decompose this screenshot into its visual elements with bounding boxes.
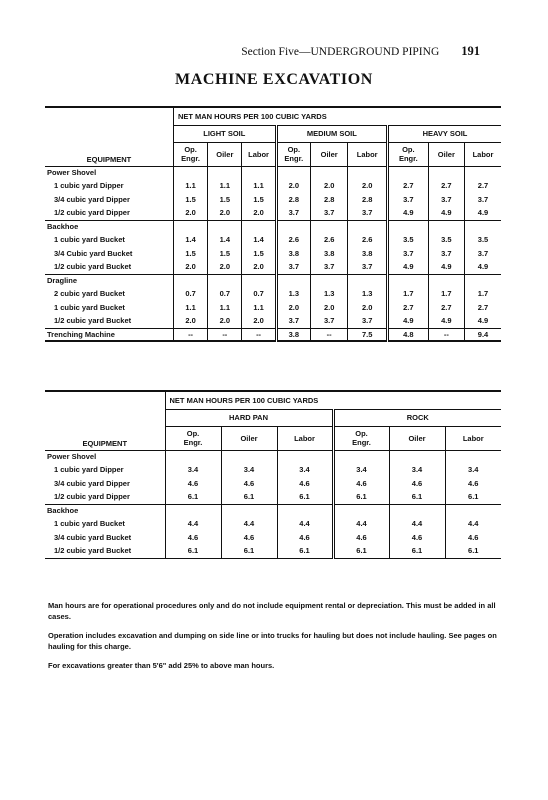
equipment-label: 1/2 cubic yard Bucket [54, 546, 132, 556]
table-row [45, 328, 501, 341]
empty-cell [208, 220, 242, 232]
man-hours-value: 1.3 [348, 286, 388, 300]
man-hours-value: 3.8 [276, 328, 310, 341]
man-hours-value: 1.1 [208, 300, 242, 314]
man-hours-value: 1.1 [208, 178, 242, 192]
table-row [45, 286, 501, 300]
empty-cell [277, 450, 333, 462]
man-hours-value: 4.6 [389, 476, 445, 490]
equipment-group-name: Power Shovel [47, 167, 97, 177]
group-row [45, 450, 501, 462]
col-op-engr: Op. Engr. [333, 426, 389, 450]
empty-cell [276, 166, 310, 178]
man-hours-value: 2.0 [310, 178, 347, 192]
empty-cell [389, 450, 445, 462]
man-hours-value: 2.0 [173, 260, 207, 274]
note-operation: Operation includes excavation and dumping on side line or into trucks for hauling but does not include hauling. See pages on hauling for this charge. [48, 631, 497, 651]
empty-cell [277, 504, 333, 516]
empty-cell [242, 220, 276, 232]
equipment-label: 1 cubic yard Dipper [54, 180, 124, 190]
empty-cell [333, 504, 389, 516]
man-hours-value: 4.4 [165, 516, 221, 530]
equipment-label: 1/2 cubic yard Bucket [54, 316, 132, 326]
man-hours-value: 4.9 [428, 314, 464, 328]
man-hours-value: 3.4 [221, 462, 277, 476]
man-hours-value: 2.0 [242, 206, 276, 220]
man-hours-value: 1.1 [173, 300, 207, 314]
man-hours-value: 4.8 [387, 328, 428, 341]
empty-cell [208, 166, 242, 178]
man-hours-value: 4.4 [445, 516, 501, 530]
empty-cell [348, 220, 388, 232]
equipment-header: EQUIPMENT [86, 154, 132, 164]
equipment-label: 1/2 cubic yard Dipper [54, 492, 130, 502]
man-hours-value: 2.8 [348, 192, 388, 206]
man-hours-value: 2.6 [276, 232, 310, 246]
empty-cell [221, 504, 277, 516]
soil-group-rock: ROCK [333, 409, 501, 426]
man-hours-value: 3.7 [310, 260, 347, 274]
man-hours-value: 1.7 [465, 286, 501, 300]
man-hours-value: 4.9 [465, 314, 501, 328]
empty-cell [208, 274, 242, 286]
man-hours-value: 4.6 [277, 476, 333, 490]
table-row [45, 476, 501, 490]
man-hours-value: 4.9 [428, 206, 464, 220]
man-hours-value: 6.1 [165, 544, 221, 558]
table-row [45, 314, 501, 328]
man-hours-value: 3.7 [276, 260, 310, 274]
man-hours-value: 3.8 [348, 246, 388, 260]
man-hours-value: 3.5 [428, 232, 464, 246]
table-row [45, 246, 501, 260]
equipment-label: 3/4 cubic yard Bucket [54, 532, 132, 542]
man-hours-value: 2.0 [348, 178, 388, 192]
col-labor: Labor [277, 426, 333, 450]
equipment-label: 1 cubic yard Bucket [54, 302, 125, 312]
man-hours-value: 4.4 [389, 516, 445, 530]
group-row [45, 220, 501, 232]
equipment-label: Trenching Machine [47, 329, 115, 339]
man-hours-value: 2.0 [348, 300, 388, 314]
man-hours-value: 1.4 [173, 232, 207, 246]
man-hours-value: 6.1 [389, 544, 445, 558]
table-row [45, 232, 501, 246]
man-hours-value: 4.6 [445, 476, 501, 490]
man-hours-value: 3.4 [445, 462, 501, 476]
man-hours-value: 4.4 [333, 516, 389, 530]
empty-cell [348, 274, 388, 286]
man-hours-value: 3.7 [387, 246, 428, 260]
note-excavation-depth: For excavations greater than 5'6" add 25% to above man hours. [48, 661, 275, 670]
man-hours-value: 3.7 [276, 206, 310, 220]
equipment-label: 2 cubic yard Bucket [54, 288, 125, 298]
man-hours-value: 4.6 [445, 530, 501, 544]
col-oiler: Oiler [310, 142, 347, 166]
man-hours-value: 6.1 [277, 490, 333, 504]
empty-cell [465, 274, 501, 286]
man-hours-value: 2.7 [465, 300, 501, 314]
empty-cell [333, 450, 389, 462]
man-hours-value: -- [310, 328, 347, 341]
man-hours-value: 4.9 [465, 260, 501, 274]
man-hours-value: 0.7 [208, 286, 242, 300]
man-hours-value: 3.7 [428, 246, 464, 260]
corner-cell [45, 409, 165, 426]
man-hours-value: 0.7 [242, 286, 276, 300]
empty-cell [445, 450, 501, 462]
man-hours-value: 1.7 [387, 286, 428, 300]
man-hours-value: 2.0 [173, 314, 207, 328]
table-row [45, 300, 501, 314]
man-hours-value: 3.7 [276, 314, 310, 328]
man-hours-value: 4.4 [221, 516, 277, 530]
empty-cell [276, 220, 310, 232]
man-hours-value: 1.1 [173, 178, 207, 192]
man-hours-value: 2.0 [242, 314, 276, 328]
man-hours-value: 1.5 [242, 246, 276, 260]
man-hours-value: 1.1 [242, 300, 276, 314]
man-hours-value: 3.5 [465, 232, 501, 246]
section-title: Section Five—UNDERGROUND PIPING [241, 46, 440, 58]
man-hours-value: 4.9 [387, 314, 428, 328]
man-hours-value: 1.7 [428, 286, 464, 300]
man-hours-value: 1.3 [310, 286, 347, 300]
col-oiler: Oiler [208, 142, 242, 166]
empty-cell [221, 450, 277, 462]
man-hours-value: 3.7 [465, 246, 501, 260]
man-hours-value: 4.4 [277, 516, 333, 530]
soil-group-hard-pan: HARD PAN [165, 409, 333, 426]
man-hours-value: 1.5 [208, 192, 242, 206]
equipment-group-name: Power Shovel [47, 451, 97, 461]
table-row [45, 462, 501, 476]
empty-cell [348, 166, 388, 178]
soil-group-heavy: HEAVY SOIL [387, 125, 501, 142]
man-hours-value: 2.8 [276, 192, 310, 206]
empty-cell [445, 504, 501, 516]
man-hours-value: 2.6 [310, 232, 347, 246]
col-labor: Labor [465, 142, 501, 166]
man-hours-value: 2.0 [242, 260, 276, 274]
empty-cell [173, 220, 207, 232]
equipment-label: 3/4 Cubic yard Bucket [54, 248, 133, 258]
man-hours-value: 3.5 [387, 232, 428, 246]
man-hours-value: 1.5 [208, 246, 242, 260]
empty-cell [428, 166, 464, 178]
man-hours-value: 4.6 [389, 530, 445, 544]
col-oiler: Oiler [221, 426, 277, 450]
man-hours-value: 3.7 [310, 206, 347, 220]
corner-cell [45, 391, 165, 409]
man-hours-value: -- [173, 328, 207, 341]
empty-cell [310, 166, 347, 178]
man-hours-value: 2.0 [276, 178, 310, 192]
man-hours-value: 3.7 [465, 192, 501, 206]
col-labor: Labor [242, 142, 276, 166]
empty-cell [389, 504, 445, 516]
man-hours-value: 6.1 [333, 544, 389, 558]
man-hours-value: 6.1 [221, 490, 277, 504]
man-hours-value: 3.7 [348, 260, 388, 274]
man-hours-value: 3.4 [333, 462, 389, 476]
empty-cell [387, 166, 428, 178]
man-hours-value: 6.1 [277, 544, 333, 558]
man-hours-value: 6.1 [445, 544, 501, 558]
table-row [45, 178, 501, 192]
man-hours-value: 4.6 [221, 476, 277, 490]
table-row [45, 260, 501, 274]
man-hours-value: 2.6 [348, 232, 388, 246]
corner-cell [45, 107, 173, 125]
man-hours-value: 6.1 [445, 490, 501, 504]
equipment-label: 1 cubic yard Dipper [54, 464, 124, 474]
col-oiler: Oiler [389, 426, 445, 450]
group-row [45, 504, 501, 516]
col-labor: Labor [348, 142, 388, 166]
man-hours-value: 4.6 [165, 530, 221, 544]
man-hours-value: 3.4 [277, 462, 333, 476]
man-hours-value: 2.8 [310, 192, 347, 206]
man-hours-value: 2.0 [173, 206, 207, 220]
man-hours-value: 1.3 [276, 286, 310, 300]
table-row [45, 544, 501, 558]
man-hours-value: 9.4 [465, 328, 501, 341]
man-hours-value: 2.0 [276, 300, 310, 314]
table-row [45, 206, 501, 220]
note-depreciation: Man hours are for operational procedures only and do not include equipment rental or depreciation. This must be added in all cases. [48, 601, 496, 621]
col-op-engr: Op. Engr. [276, 142, 310, 166]
man-hours-value: 3.4 [165, 462, 221, 476]
equipment-label: 1 cubic yard Bucket [54, 518, 125, 528]
col-op-engr: Op. Engr. [387, 142, 428, 166]
man-hours-value: 7.5 [348, 328, 388, 341]
empty-cell [242, 166, 276, 178]
table-caption: NET MAN HOURS PER 100 CUBIC YARDS [173, 107, 501, 125]
man-hours-value: 0.7 [173, 286, 207, 300]
empty-cell [165, 450, 221, 462]
equipment-label: 3/4 cubic yard Dipper [54, 478, 130, 488]
man-hours-value: 1.5 [173, 246, 207, 260]
table-caption: NET MAN HOURS PER 100 CUBIC YARDS [165, 391, 501, 409]
man-hours-value: 4.6 [221, 530, 277, 544]
man-hours-value: 3.7 [428, 192, 464, 206]
man-hours-value: 2.7 [465, 178, 501, 192]
corner-cell [45, 125, 173, 142]
group-row [45, 274, 501, 286]
hardpan-rock-man-hours-table [45, 390, 501, 559]
empty-cell [428, 274, 464, 286]
man-hours-value: -- [242, 328, 276, 341]
equipment-group-name: Backhoe [47, 221, 79, 231]
page-header [150, 44, 480, 59]
table-row [45, 530, 501, 544]
equipment-group-name: Backhoe [47, 505, 79, 515]
man-hours-value: 4.6 [333, 476, 389, 490]
man-hours-value: 3.4 [389, 462, 445, 476]
group-row [45, 166, 501, 178]
man-hours-value: 1.4 [208, 232, 242, 246]
man-hours-value: 6.1 [389, 490, 445, 504]
man-hours-value: 3.7 [348, 206, 388, 220]
empty-cell [276, 274, 310, 286]
man-hours-value: 1.5 [173, 192, 207, 206]
soil-group-light: LIGHT SOIL [173, 125, 276, 142]
man-hours-value: 3.7 [387, 192, 428, 206]
page-number: 191 [461, 44, 480, 58]
equipment-header: EQUIPMENT [82, 438, 128, 448]
man-hours-value: 2.7 [428, 178, 464, 192]
equipment-label: 1/2 cubic yard Bucket [54, 262, 132, 272]
man-hours-value: 3.8 [310, 246, 347, 260]
man-hours-value: 6.1 [165, 490, 221, 504]
man-hours-value: 4.9 [428, 260, 464, 274]
col-op-engr: Op. Engr. [165, 426, 221, 450]
empty-cell [465, 220, 501, 232]
man-hours-value: 1.1 [242, 178, 276, 192]
soil-man-hours-table [45, 106, 501, 342]
notes [48, 600, 504, 671]
man-hours-value: -- [428, 328, 464, 341]
table-row [45, 516, 501, 530]
man-hours-value: 2.0 [208, 314, 242, 328]
empty-cell [310, 220, 347, 232]
man-hours-value: 2.7 [387, 178, 428, 192]
empty-cell [310, 274, 347, 286]
empty-cell [242, 274, 276, 286]
table-row [45, 192, 501, 206]
man-hours-value: 3.8 [276, 246, 310, 260]
man-hours-value: -- [208, 328, 242, 341]
empty-cell [465, 166, 501, 178]
col-labor: Labor [445, 426, 501, 450]
man-hours-value: 4.6 [165, 476, 221, 490]
man-hours-value: 6.1 [221, 544, 277, 558]
man-hours-value: 6.1 [333, 490, 389, 504]
man-hours-value: 1.5 [242, 192, 276, 206]
equipment-label: 3/4 cubic yard Dipper [54, 194, 130, 204]
table-row [45, 490, 501, 504]
man-hours-value: 3.7 [348, 314, 388, 328]
man-hours-value: 2.7 [428, 300, 464, 314]
man-hours-value: 4.6 [333, 530, 389, 544]
equipment-group-name: Dragline [47, 275, 78, 285]
soil-group-medium: MEDIUM SOIL [276, 125, 387, 142]
empty-cell [428, 220, 464, 232]
man-hours-value: 2.7 [387, 300, 428, 314]
empty-cell [165, 504, 221, 516]
equipment-label: 1 cubic yard Bucket [54, 234, 125, 244]
man-hours-value: 4.6 [277, 530, 333, 544]
col-oiler: Oiler [428, 142, 464, 166]
col-op-engr: Op. Engr. [173, 142, 207, 166]
man-hours-value: 1.4 [242, 232, 276, 246]
man-hours-value: 4.9 [387, 206, 428, 220]
man-hours-value: 3.7 [310, 314, 347, 328]
empty-cell [387, 274, 428, 286]
man-hours-value: 2.0 [310, 300, 347, 314]
equipment-label: 1/2 cubic yard Dipper [54, 208, 130, 218]
empty-cell [173, 166, 207, 178]
man-hours-value: 2.0 [208, 260, 242, 274]
empty-cell [173, 274, 207, 286]
man-hours-value: 2.0 [208, 206, 242, 220]
man-hours-value: 4.9 [387, 260, 428, 274]
empty-cell [387, 220, 428, 232]
page-title: MACHINE EXCAVATION [175, 71, 373, 88]
man-hours-value: 4.9 [465, 206, 501, 220]
